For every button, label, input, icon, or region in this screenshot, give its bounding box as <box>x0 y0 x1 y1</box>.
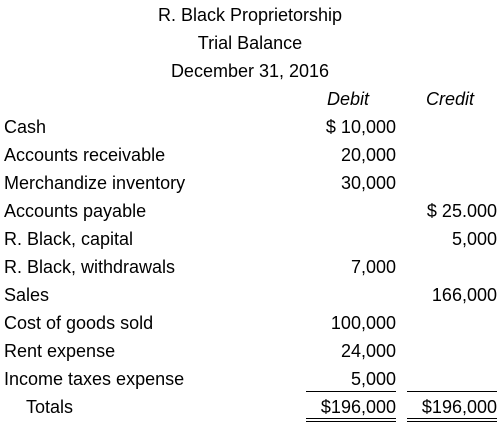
credit-column-header: Credit <box>426 89 475 109</box>
credit-subtotal-rule <box>407 391 497 392</box>
credit-amount: 166,000 <box>431 285 497 305</box>
debit-column-header: Debit <box>327 89 370 109</box>
credit-total: $196,000 <box>421 397 497 417</box>
debit-subtotal-rule <box>306 391 396 392</box>
debit-amount: 30,000 <box>340 173 396 193</box>
account-name: Cost of goods sold <box>4 313 154 333</box>
debit-amount: $ 10,000 <box>325 117 396 137</box>
debit-total-double-rule-bottom <box>306 421 396 422</box>
debit-amount: 20,000 <box>340 145 396 165</box>
credit-amount: $ 25.000 <box>426 201 497 221</box>
account-name: Accounts receivable <box>4 145 166 165</box>
debit-amount: 5,000 <box>350 369 396 389</box>
account-name: R. Black, capital <box>4 229 134 249</box>
debit-amount: 24,000 <box>340 341 396 361</box>
credit-amount: 5,000 <box>451 229 497 249</box>
account-name: R. Black, withdrawals <box>4 257 176 277</box>
totals-label: Totals <box>26 397 74 417</box>
statement-date: December 31, 2016 <box>170 61 330 81</box>
company-name: R. Black Proprietorship <box>157 5 343 25</box>
debit-total: $196,000 <box>320 397 396 417</box>
account-name: Cash <box>4 117 47 137</box>
debit-amount: 100,000 <box>330 313 396 333</box>
account-name: Income taxes expense <box>4 369 185 389</box>
debit-total-double-rule-top <box>306 418 396 419</box>
debit-amount: 7,000 <box>350 257 396 277</box>
statement-title: Trial Balance <box>197 33 303 53</box>
account-name: Rent expense <box>4 341 116 361</box>
account-name: Accounts payable <box>4 201 147 221</box>
credit-total-double-rule-bottom <box>407 421 497 422</box>
account-name: Merchandize inventory <box>4 173 186 193</box>
credit-total-double-rule-top <box>407 418 497 419</box>
account-name: Sales <box>4 285 50 305</box>
